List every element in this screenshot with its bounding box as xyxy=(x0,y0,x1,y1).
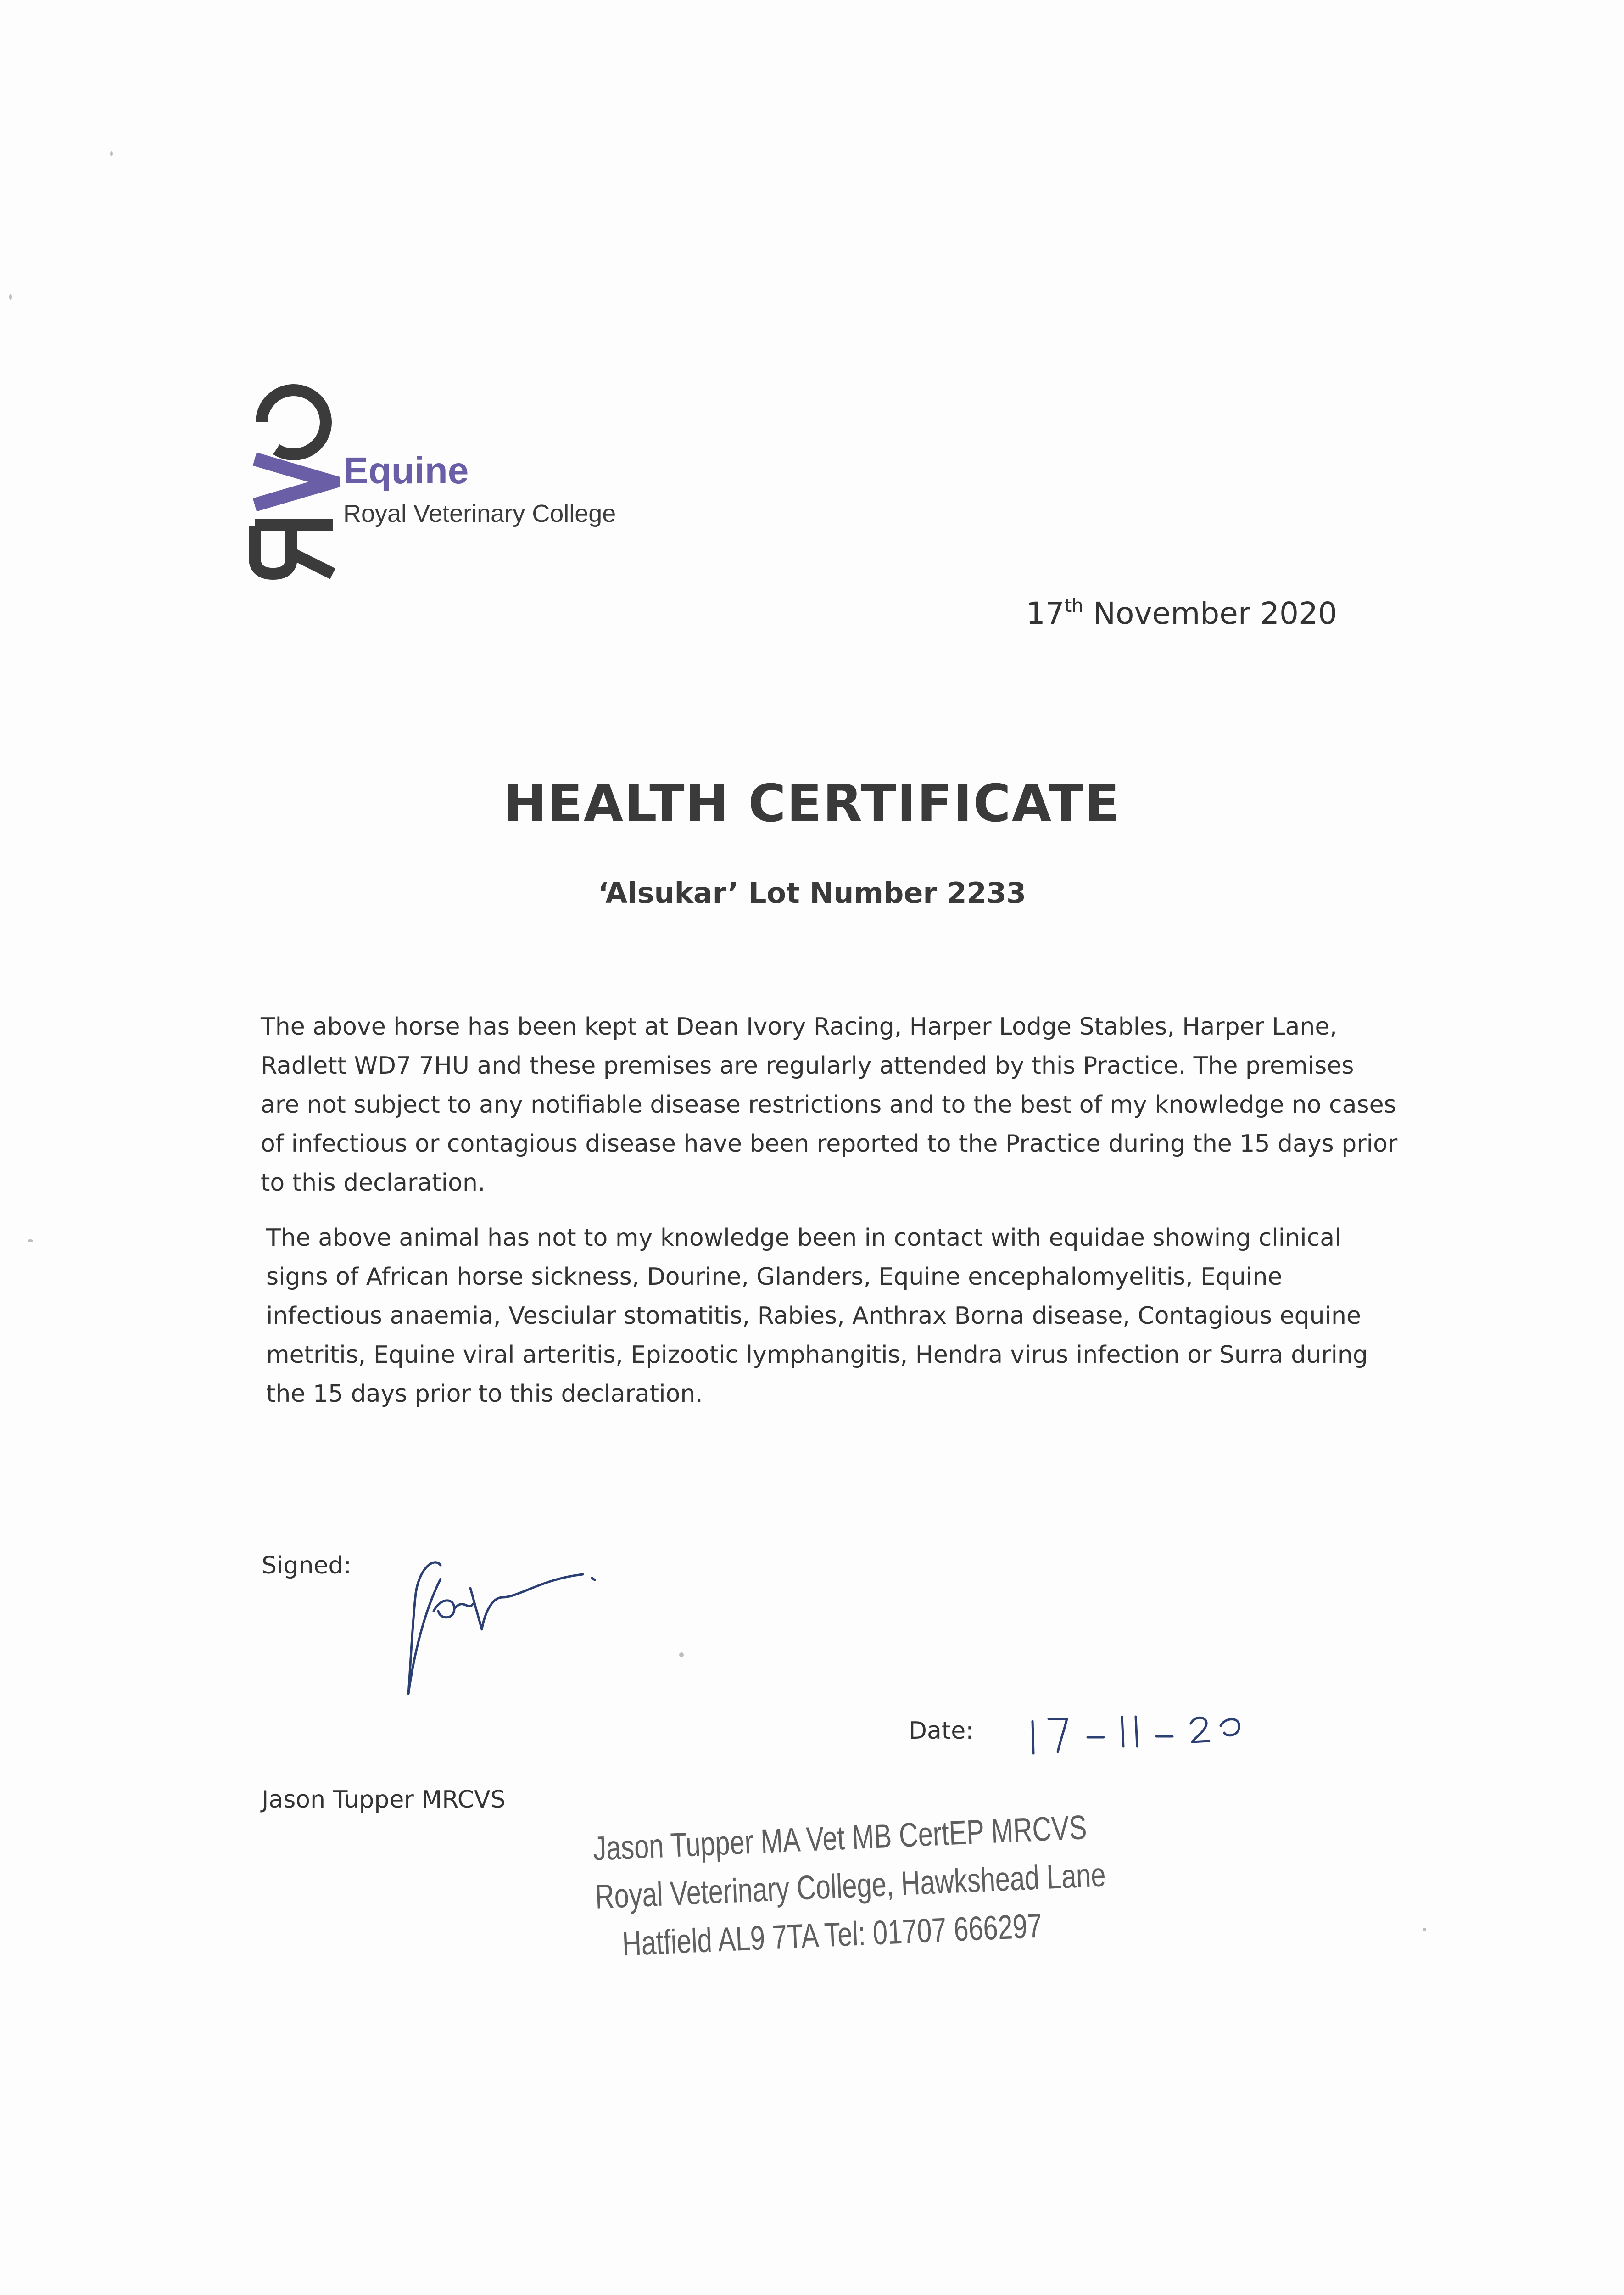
date-label: Date: xyxy=(909,1717,974,1745)
stamp-line-address: Royal Veterinary College, Hawkshead Lane xyxy=(594,1855,1106,1916)
certificate-subtitle: ‘Alsukar’ Lot Number 2233 xyxy=(597,876,1027,910)
handwritten-signature xyxy=(390,1542,629,1707)
logo-title: Equine xyxy=(343,450,469,492)
scan-speck xyxy=(110,151,113,156)
handwritten-date xyxy=(1023,1701,1280,1760)
logo-subtitle: Royal Veterinary College xyxy=(343,500,616,527)
scan-speck xyxy=(679,1652,684,1657)
signer-name: Jason Tupper MRCVS xyxy=(262,1786,506,1814)
signed-label: Signed: xyxy=(262,1552,352,1579)
scan-speck xyxy=(9,294,12,300)
scan-speck xyxy=(1423,1928,1426,1931)
date-ordinal: th xyxy=(1064,595,1083,616)
date-month-year: November 2020 xyxy=(1093,596,1337,631)
declaration-paragraph-premises: The above horse has been kept at Dean Ivory Racing, Harper Lodge Stables, Harper Lane, Radlett WD7 7HU and these premises are regularly attended by this Practice. The premises are not subject to any notifiable disease restrictions and to the best of my knowledge no cases of infectious or contagious disease have been reported to the Practice during the 15 days prior to this declaration. xyxy=(261,1013,1398,1197)
scan-speck xyxy=(28,1239,33,1242)
rvc-logo-mark xyxy=(248,379,340,581)
declaration-paragraph-diseases: The above animal has not to my knowledge been in contact with equidae showing clinical signs of African horse sickness, Dourine, Glanders, Equine encephalomyelitis, Equine infectious anaemia, Vesciular stomatitis, Rabies, Anthrax Borna disease, Contagious equine metritis, Equine viral arteritis, Epizootic lymphangitis, Hendra virus infection or Surra during the 15 days prior to this declaration. xyxy=(266,1224,1368,1408)
document-date xyxy=(1026,597,1337,629)
practitioner-stamp xyxy=(592,1802,1106,1969)
stamp-line-name: Jason Tupper MA Vet MB CertEP MRCVS xyxy=(592,1808,1088,1868)
certificate-title: HEALTH CERTIFICATE xyxy=(503,774,1121,834)
stamp-line-contact: Hatfield AL9 7TA Tel: 01707 666297 xyxy=(621,1906,1043,1963)
date-day: 17 xyxy=(1026,596,1065,631)
